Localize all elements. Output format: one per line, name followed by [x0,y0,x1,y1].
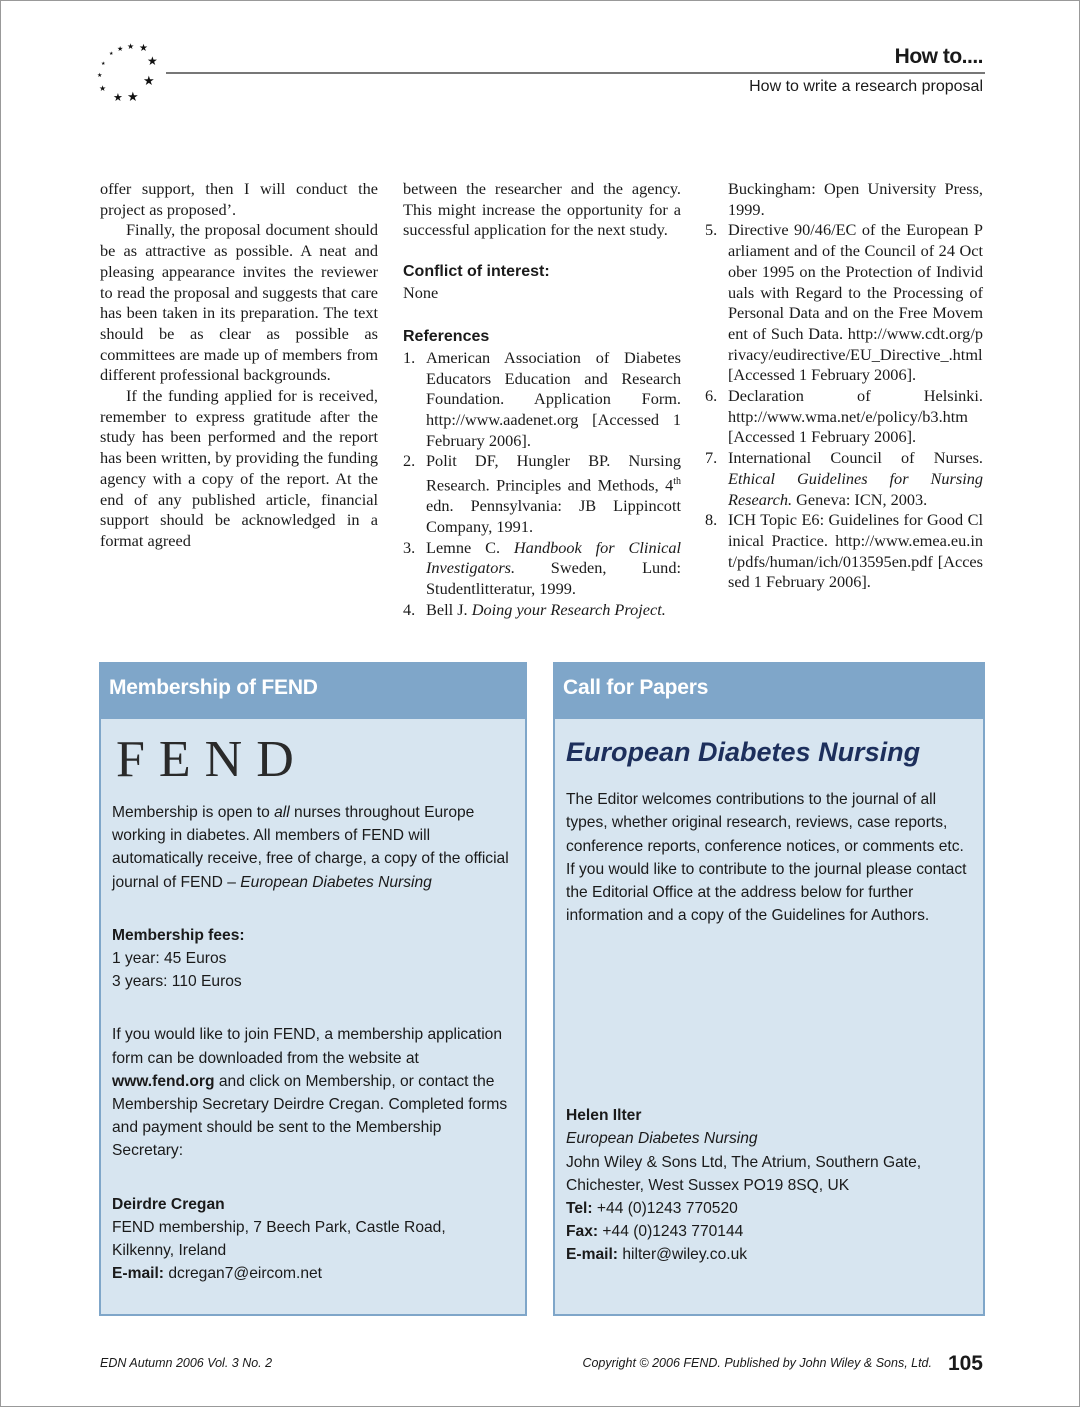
footer-journal: EDN Autumn 2006 Vol. 3 No. 2 [100,1356,273,1370]
header-rule [166,72,985,74]
eu-stars-logo [97,41,163,105]
svg-text:★: ★ [143,73,155,88]
membership-intro: Membership is open to all nurses throughout Europe working in diabetes. All members of FEND will automatically receive, free of charge, a copy of the official journal of FEND – European Diabetes Nursing [112,804,509,891]
journal-title: European Diabetes Nursing [566,737,921,767]
svg-text:★: ★ [127,42,135,51]
fee-1-year: 1 year: 45 Euros [112,950,227,968]
contact-email: E-mail: dcregan7@eircom.net [112,1265,322,1283]
membership-title: Membership of FEND [101,664,525,719]
contact-address: Kilkenny, Ireland [112,1242,227,1260]
conflict-text: None [403,283,439,303]
fees-heading: Membership fees: [112,926,245,944]
contact-name: Deirdre Cregan [112,1195,225,1213]
join-text: If you would like to join FEND, a membership application form can be downloaded from the website at www.fend.org and click on Membership, or contact the Membership Secretary Deirdre Cregan. Completed forms and payment should be sent to the Membership Secretary: [112,1026,508,1160]
reference-item: 5. Directive 90/46/EC of the European Parliament and of the Council of 24 October 1995 on the Protection of Individuals with Regard to the Processing of Personal Data and on the Free Movement of Such Data. http://www.cdt.org/privacy/eudirective/EU_Directive_.html [Accessed 1 February 2006]. [705,220,983,385]
editor-address: John Wiley & Sons Ltd, The Atrium, Southern Gate, [566,1153,922,1171]
editor-email: E-mail: hilter@wiley.co.uk [566,1246,748,1264]
reference-item: 8. ICH Topic E6: Guidelines for Good Clinical Practice. http://www.emea.eu.int/pdfs/human/ich/013595en.pdf [Accessed 1 February 2006]. [705,510,983,592]
fend-logo: FEND [116,731,308,788]
editor-address: Chichester, West Sussex PO19 8SQ, UK [566,1176,850,1194]
email-link[interactable]: hilter@wiley.co.uk [622,1246,748,1264]
reference-item-continued: Buckingham: Open University Press, 1999. [728,179,983,219]
paragraph: If the funding applied for is received, remember to express gratitude after the study has been performed and the report has been written, by providing the funding agency with a copy of the report. At the end of any published article, financial support should be acknowledged in a format agreed [100,386,378,550]
reference-item: 7. International Council of Nurses. Ethical Guidelines for Nursing Research. Geneva: ICN, 2003. [705,448,983,509]
svg-text:★: ★ [109,51,114,57]
editor-name: Helen Ilter [566,1107,642,1125]
svg-text:★: ★ [97,73,103,79]
call-text: The Editor welcomes contributions to the journal of all types, whether original research, reviews, case reports, conference reports, conference notices, or comments etc. If you would like to contribute to the journal please contact the Editorial Office at the address below for further information and a copy of the Guidelines for Authors. [566,791,967,925]
call-title: Call for Papers [555,664,983,719]
membership-box [99,662,527,1316]
svg-text:★: ★ [117,46,124,53]
editor-fax: Fax: +44 (0)1243 770144 [566,1223,744,1241]
svg-text:★: ★ [101,61,106,67]
svg-text:★: ★ [147,54,158,68]
fee-3-years: 3 years: 110 Euros [112,973,242,991]
column-1 [100,179,378,552]
svg-text:★: ★ [139,43,148,54]
reference-item: 4. Bell J. Doing your Research Project. [403,599,666,619]
svg-text:★: ★ [99,84,107,93]
references-heading: References [403,327,490,345]
reference-item: 6. Declaration of Helsinki. http://www.wma.net/e/policy/b3.htm [Accessed 1 February 2006]. [705,386,983,447]
editor-tel: Tel: +44 (0)1243 770520 [566,1200,738,1218]
article-title: How to write a research proposal [749,78,983,95]
paragraph: between the researcher and the agency. This might increase the opportunity for a successful application for the next study. [403,179,681,240]
page-number: 105 [947,1352,983,1375]
fend-website-link[interactable]: www.fend.org [112,1072,215,1090]
reference-item: 1. American Association of Diabetes Educators Education and Research Foundation. Application Form. http://www.aadenet.org [Accessed 1 February 2006]. [403,347,681,450]
svg-text:★: ★ [113,92,123,104]
references-list [403,348,681,621]
section-title: How to.... [894,45,983,68]
svg-text:★: ★ [127,89,139,104]
contact-address: FEND membership, 7 Beech Park, Castle Road, [112,1218,446,1236]
column-3 [705,179,983,593]
editor-journal: European Diabetes Nursing [566,1130,758,1148]
call-for-papers-box [553,662,985,1316]
email-link[interactable]: dcregan7@eircom.net [168,1265,322,1283]
paragraph: offer support, then I will conduct the project as proposed’. [100,179,378,219]
reference-item: 2. Polit DF, Hungler BP. Nursing Research. Principles and Methods, 4th edn. Pennsylvania: JB Lippincott Company, 1991. [403,451,681,536]
paragraph: Finally, the proposal document should be as attractive as possible. A neat and pleasing appearance invites the reviewer to read the proposal and suggests that care has been taken in its preparation. The text should be as clear as possible as committees are made up of members from different professional backgrounds. [100,220,378,385]
footer-copyright: Copyright © 2006 FEND. Published by John Wiley & Sons, Ltd. [582,1356,932,1370]
conflict-heading: Conflict of interest: [403,263,550,281]
reference-item: 3. Lemne C. Handbook for Clinical Investigators. Sweden, Lund: Studentlitteratur, 1999. [403,537,681,598]
column-2 [403,179,681,621]
